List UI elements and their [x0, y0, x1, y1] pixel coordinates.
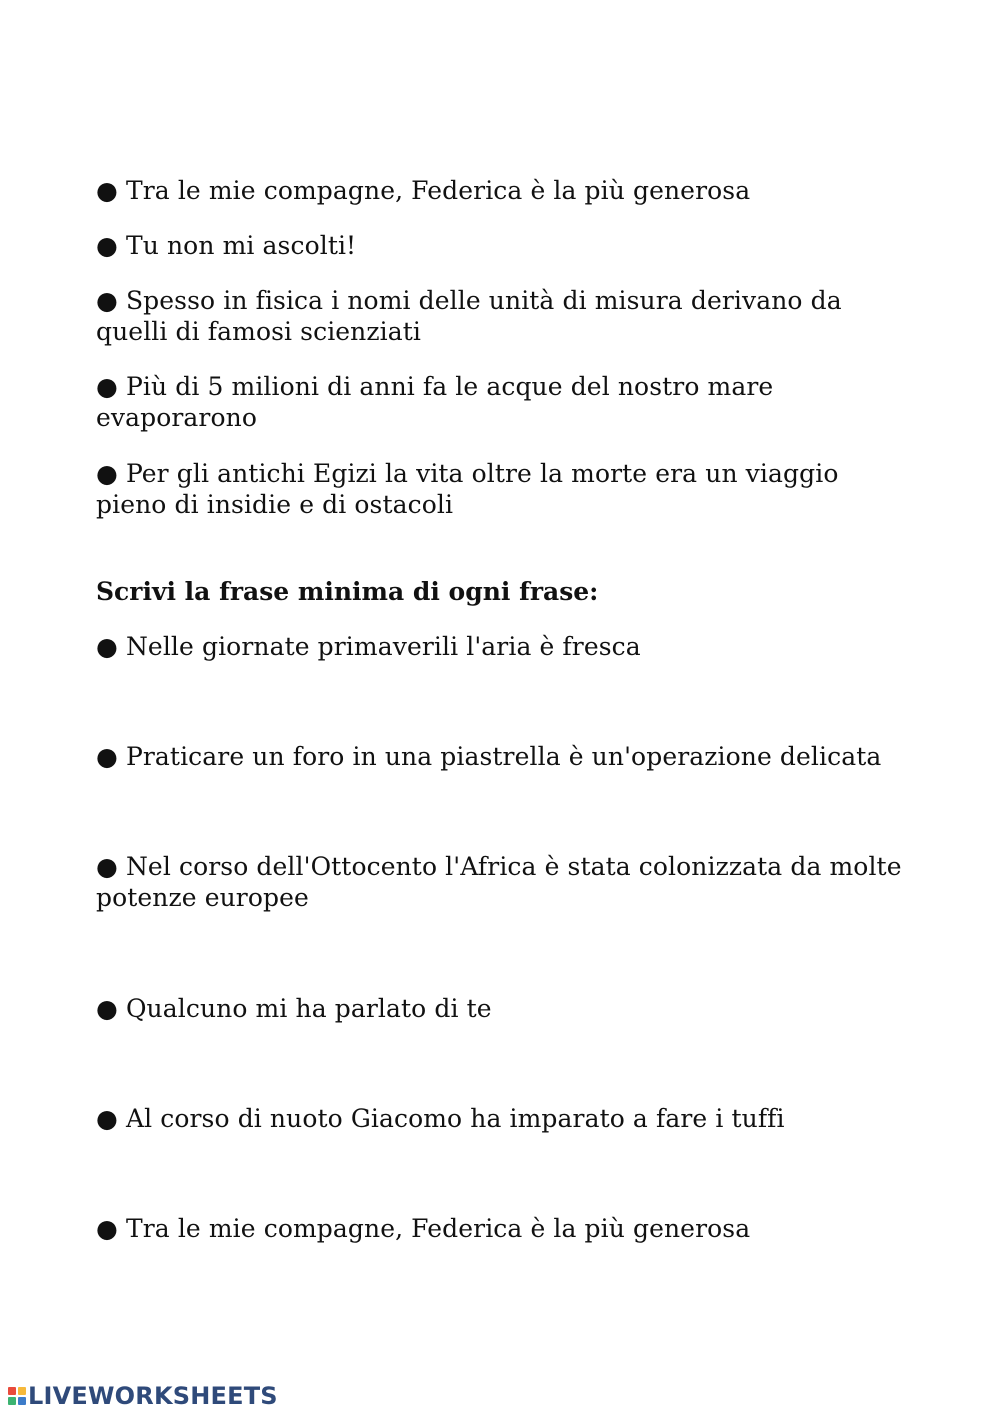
section-heading: Scrivi la frase minima di ogni frase:	[96, 577, 599, 606]
logo-text: LIVEWORKSHEETS	[28, 1382, 278, 1410]
sentence-item: ● Tra le mie compagne, Federica è la più generosa	[96, 1214, 751, 1243]
sentence-item: ● Qualcuno mi ha parlato di te	[96, 994, 492, 1023]
sentence-item: ● Più di 5 milioni di anni fa le acque del nostro mare	[96, 372, 774, 401]
sentence-item: ● Tra le mie compagne, Federica è la più generosa	[96, 176, 751, 205]
sentence-item-continuation: pieno di insidie e di ostacoli	[96, 490, 454, 519]
sentence-item: ● Nel corso dell'Ottocento l'Africa è stata colonizzata da molte	[96, 852, 902, 881]
logo-square	[8, 1387, 16, 1395]
logo-squares-icon	[8, 1387, 26, 1405]
logo-square	[18, 1397, 26, 1405]
logo-square	[8, 1397, 16, 1405]
sentence-item-continuation: quelli di famosi scienziati	[96, 317, 422, 346]
sentence-item: ● Tu non mi ascolti!	[96, 231, 357, 260]
sentence-item: ● Praticare un foro in una piastrella è un'operazione delicata	[96, 742, 882, 771]
sentence-item-continuation: evaporarono	[96, 403, 257, 432]
logo-square	[18, 1387, 26, 1395]
sentence-item: ● Spesso in fisica i nomi delle unità di misura derivano da	[96, 286, 842, 315]
sentence-item-continuation: potenze europee	[96, 883, 309, 912]
sentence-item: ● Al corso di nuoto Giacomo ha imparato a fare i tuffi	[96, 1104, 785, 1133]
sentence-item: ● Per gli antichi Egizi la vita oltre la morte era un viaggio	[96, 459, 839, 488]
liveworksheets-logo	[8, 1379, 278, 1413]
sentence-item: ● Nelle giornate primaverili l'aria è fresca	[96, 632, 641, 661]
